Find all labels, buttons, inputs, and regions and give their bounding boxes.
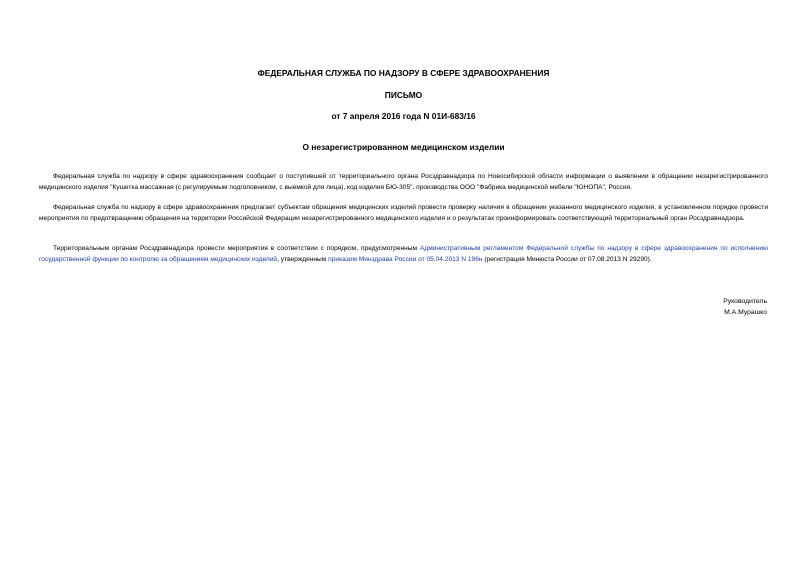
paragraph-3: [39, 244, 768, 265]
signatory-name: М.А.Мурашко: [724, 309, 767, 316]
agency-title: ФЕДЕРАЛЬНАЯ СЛУЖБА ПО НАДЗОРУ В СФЕРЕ ЗДРАВООХРАНЕНИЯ: [257, 68, 550, 78]
paragraph-1: Федеральная служба по надзору в сфере здравоохранения сообщает о поступившей от территориального органа Росздравнадзора по Новосибирской области информации о выявлении в обращении незарегистрированного медицинского изделия "Кушетка массажная (с регулируемым подголовником, с выемкой для лица), код изделия БЮ-305", производства ООО "Фабрика медицинской мебели "ЮНОПА", Россия.: [39, 173, 768, 191]
paragraph-2: Федеральная служба по надзору в сфере здравоохранения предлагает субъектам обращения медицинских изделий провести проверку наличия в обращении указанного медицинского изделия, в установленном порядке провести мероприятия по предотвращению обращения на территории Российской Федерации незарегистрированного медицинского изделия и о результатах проинформировать соответствующий территориальный орган Росздравнадзора.: [39, 204, 768, 222]
signatory-title: Руководитель: [723, 298, 767, 305]
document-type: ПИСЬМО: [384, 90, 423, 100]
paragraph-3-text-middle: , утвержденным: [277, 255, 329, 263]
document-date-number: от 7 апреля 2016 года N 01И-683/16: [331, 111, 476, 121]
paragraph-3-text-after: (регистрация Минюста России от 07.08.2013 N 29290).: [482, 255, 652, 263]
regulation-link[interactable]: Административным регламентом Федеральной службы по надзору в сфере здравоохранения по исполнению государственной функции по контролю за обращением медицинских изделий: [39, 245, 768, 263]
signature-block: [723, 296, 767, 318]
paragraph-3-text-before: Территориальным органам Росздравнадзора провести мероприятия в соответствии с порядком, предусмотренным: [53, 245, 420, 252]
document-subject: О незарегистрированном медицинском изделии: [302, 142, 505, 152]
order-link[interactable]: приказом Минздрава России от 05.04.2013 N 196н: [328, 255, 483, 263]
